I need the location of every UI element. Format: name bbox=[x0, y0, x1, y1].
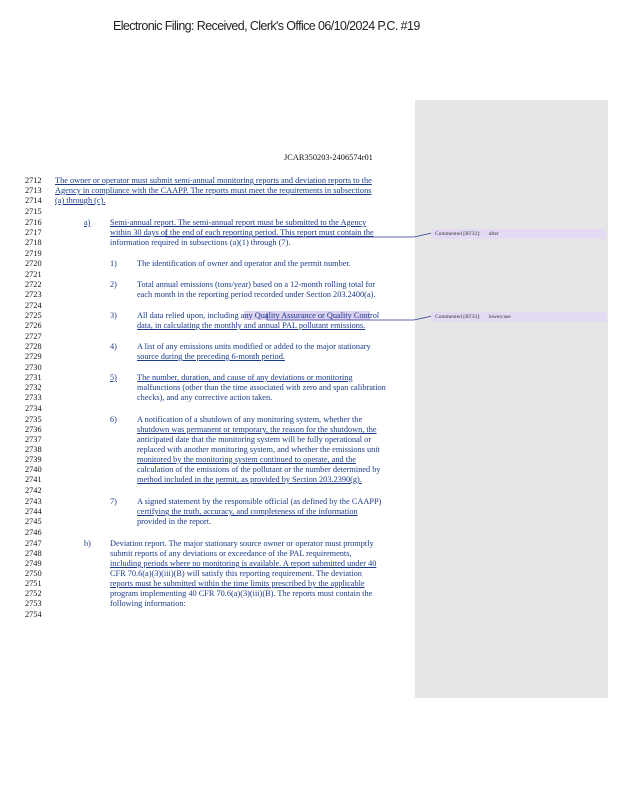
sub-item-4-line: source during the preceding 6-month period. bbox=[137, 352, 285, 361]
sub-item-3-line: data, in calculating the monthly and annual PAL pollutant emissions. bbox=[137, 321, 366, 330]
item-b-line-3: including periods where no monitoring is available. A report submitted under 40 bbox=[110, 559, 377, 568]
line-number: 2742 bbox=[25, 486, 42, 495]
item-b-line-4: CFR 70.6(a)(3)(iii)(B) will satisfy this reporting requirement. The deviation bbox=[110, 569, 362, 578]
line-number: 2730 bbox=[25, 363, 42, 372]
sub-item-6-line: A notification of a shutdown of any monitoring system, whether the bbox=[137, 415, 363, 424]
comment-text: after bbox=[488, 231, 499, 237]
line-number: 2734 bbox=[25, 404, 42, 413]
intro-line-1: The owner or operator must submit semi-annual monitoring reports and deviation reports to the bbox=[55, 176, 372, 185]
item-b-line-6: program implementing 40 CFR 70.6(a)(3)(iii)(B). The reports must contain the bbox=[110, 589, 373, 598]
sub-item-2-line: Total annual emissions (tons/year) based on a 12-month rolling total for bbox=[137, 280, 376, 289]
sub-item-7-line: provided in the report. bbox=[137, 517, 212, 526]
sub-item-6-marker: 6) bbox=[110, 415, 117, 424]
sub-item-6-line: anticipated date that the monitoring system will be fully operational or bbox=[137, 435, 372, 444]
filing-stamp-header: Electronic Filing: Received, Clerk's Office 06/10/2024 P.C. #19 bbox=[113, 19, 420, 33]
sub-item-4-marker: 4) bbox=[110, 342, 117, 351]
sub-item-6-line: monitored by the monitoring system continued to operate, and the bbox=[137, 455, 356, 464]
line-number: 2717 bbox=[25, 228, 42, 237]
line-number: 2735 bbox=[25, 415, 42, 424]
sub-item-6-line: calculation of the emissions of the pollutant or the number determined by bbox=[137, 465, 381, 474]
line-number: 2747 bbox=[25, 539, 42, 548]
sub-item-7-marker: 7) bbox=[110, 497, 117, 506]
line-number: 2731 bbox=[25, 373, 42, 382]
line-number: 2733 bbox=[25, 393, 42, 402]
sub-item-1-line: The identification of owner and operator and the permit number. bbox=[137, 259, 351, 268]
item-b-marker: b) bbox=[84, 539, 91, 548]
sub-item-6-line: shutdown was permanent or temporary, the reason for the shutdown, the bbox=[137, 425, 377, 434]
comment-rt33[interactable] bbox=[431, 312, 606, 322]
line-number: 2750 bbox=[25, 569, 42, 578]
item-a-line-3: information required in subsections (a)(1) through (7). bbox=[110, 238, 291, 247]
sub-item-5-line: malfunctions (other than the time associated with zero and span calibration bbox=[137, 383, 386, 392]
line-number: 2740 bbox=[25, 465, 42, 474]
line-number: 2724 bbox=[25, 301, 42, 310]
sub-item-3-marker: 3) bbox=[110, 311, 117, 320]
line-number: 2715 bbox=[25, 207, 42, 216]
line-number: 2751 bbox=[25, 579, 42, 588]
line-number: 2739 bbox=[25, 455, 42, 464]
line-number: 2718 bbox=[25, 238, 42, 247]
item-b-line-2: submit reports of any deviations or exceedance of the PAL requirements, bbox=[110, 549, 352, 558]
comment-rt32[interactable] bbox=[431, 229, 606, 239]
line-number: 2753 bbox=[25, 599, 42, 608]
item-b-line-5: reports must be submitted within the time limits prescribed by the applicable bbox=[110, 579, 365, 588]
sub-item-3-line: All data relied upon, including any Quality Assurance or Quality Control bbox=[137, 311, 380, 320]
line-number: 2720 bbox=[25, 259, 42, 268]
line-number: 2743 bbox=[25, 497, 42, 506]
sub-item-4-line: A list of any emissions units modified or added to the major stationary bbox=[137, 342, 371, 351]
line-number: 2729 bbox=[25, 352, 42, 361]
line-number: 2749 bbox=[25, 559, 42, 568]
sub-item-6-line: replaced with another monitoring system, and whether the emissions unit bbox=[137, 445, 380, 454]
intro-line-3: (a) through (c). bbox=[55, 196, 106, 205]
sub-item-2-line: each month in the reporting period recorded under Section 203.2400(a). bbox=[137, 290, 376, 299]
document-code: JCAR350203-2406574r01 bbox=[284, 153, 373, 162]
line-number: 2725 bbox=[25, 311, 42, 320]
line-number: 2713 bbox=[25, 186, 42, 195]
line-number: 2737 bbox=[25, 435, 42, 444]
sub-item-1-marker: 1) bbox=[110, 259, 117, 268]
line-number: 2723 bbox=[25, 290, 42, 299]
line-number: 2754 bbox=[25, 610, 42, 619]
sub-item-5-marker: 5) bbox=[110, 373, 117, 382]
sub-item-2-marker: 2) bbox=[110, 280, 117, 289]
line-number: 2741 bbox=[25, 475, 42, 484]
item-a-line-1: Semi-annual report. The semi-annual report must be submitted to the Agency bbox=[110, 218, 367, 227]
line-number: 2721 bbox=[25, 270, 42, 279]
sub-item-7-line: certifying the truth, accuracy, and completeness of the information bbox=[137, 507, 358, 516]
sub-item-7-line: A signed statement by the responsible official (as defined by the CAAPP) bbox=[137, 497, 382, 506]
line-number: 2752 bbox=[25, 589, 42, 598]
line-number: 2726 bbox=[25, 321, 42, 330]
line-number: 2736 bbox=[25, 425, 42, 434]
item-a-marker: a) bbox=[84, 218, 91, 227]
line-number: 2714 bbox=[25, 196, 42, 205]
intro-line-2: Agency in compliance with the CAAPP. The reports must meet the requirements in subsections bbox=[55, 186, 372, 195]
line-number: 2738 bbox=[25, 445, 42, 454]
item-b-line-1: Deviation report. The major stationary source owner or operator must promptly bbox=[110, 539, 374, 548]
sub-item-5-line: The number, duration, and cause of any deviations or monitoring bbox=[137, 373, 353, 382]
item-a-line-2: within 30 days of the end of each reporting period. This report must contain the bbox=[110, 228, 374, 237]
line-number: 2745 bbox=[25, 517, 42, 526]
line-number: 2728 bbox=[25, 342, 42, 351]
line-number: 2722 bbox=[25, 280, 42, 289]
sub-item-5-line: checks), and any corrective action taken. bbox=[137, 393, 273, 402]
sub-item-6-line: method included in the permit, as provided by Section 203.2390(g). bbox=[137, 475, 362, 484]
comment-text: lowercase bbox=[488, 314, 511, 320]
line-number: 2716 bbox=[25, 218, 42, 227]
comment-label: Commented [RT33]: bbox=[435, 314, 481, 320]
line-number: 2727 bbox=[25, 332, 42, 341]
comment-label: Commented [RT32]: bbox=[435, 231, 481, 237]
line-number: 2732 bbox=[25, 383, 42, 392]
line-number: 2746 bbox=[25, 528, 42, 537]
line-number: 2712 bbox=[25, 176, 42, 185]
line-number: 2744 bbox=[25, 507, 42, 516]
item-b-line-7: following information: bbox=[110, 599, 186, 608]
line-number: 2719 bbox=[25, 249, 42, 258]
line-number: 2748 bbox=[25, 549, 42, 558]
